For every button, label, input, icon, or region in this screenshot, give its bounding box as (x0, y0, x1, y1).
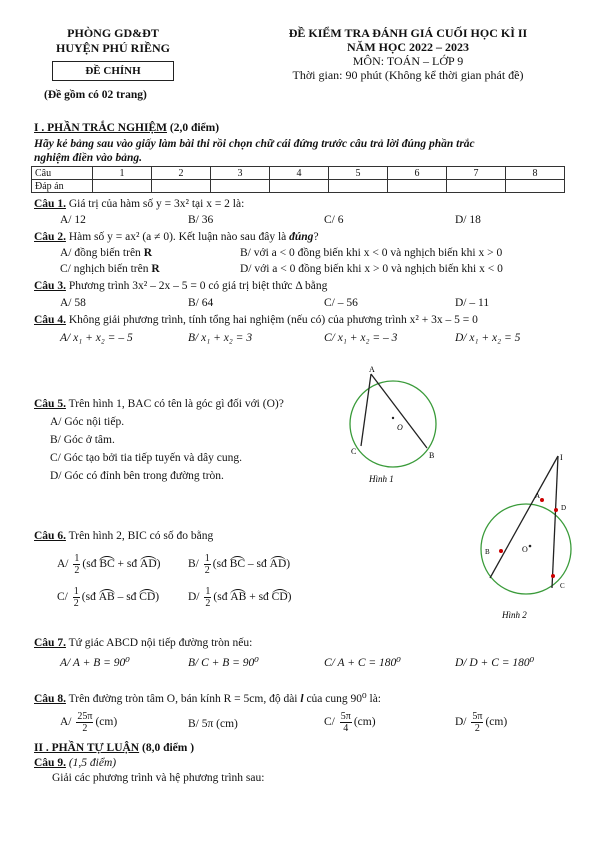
question-5 (34, 398, 284, 410)
table-cell: Câu (32, 167, 93, 180)
department-block (28, 26, 198, 56)
table-cell: 4 (270, 167, 329, 180)
numerator: 25π (77, 711, 93, 722)
table-cell (211, 180, 270, 193)
arc-AB: AB (98, 591, 115, 604)
q8-label: Câu 8. (34, 693, 66, 705)
label-A: A (535, 492, 541, 500)
paren: ) (156, 558, 161, 571)
q9-label: Câu 9. (34, 757, 66, 769)
q1-option-b: B/ 36 (188, 214, 214, 226)
fraction (73, 553, 80, 576)
q1-option-c: C/ 6 (324, 214, 344, 226)
pages-note: (Đề gồm có 02 trang) (44, 89, 147, 101)
q8-option-a (60, 711, 117, 734)
q5-option-b: B/ Góc ở tâm. (50, 434, 115, 446)
q4-option-c: C/ x₁ + x₂ = – 3 (324, 332, 398, 344)
exam-time: Thời gian: 90 phút (Không kể thời gian phát đề) (292, 68, 524, 82)
unit: (cm) (95, 716, 118, 729)
q8-option-d (455, 711, 507, 734)
denominator: 2 (82, 723, 88, 734)
table-cell: 3 (211, 167, 270, 180)
q6-option-a (57, 553, 161, 576)
part1-heading: I . PHẦN TRẮC NGHIỆM (34, 122, 168, 134)
q2-label: Câu 2. (34, 231, 66, 243)
denominator: 4 (343, 723, 349, 734)
q7-option-a: A/ A + B = 90⁰ (60, 657, 130, 669)
fraction (471, 711, 483, 734)
q2-c-set: R (151, 263, 160, 275)
paren: ) (287, 591, 292, 604)
numerator: 5π (340, 711, 351, 722)
part2-heading-line (34, 742, 194, 754)
question-1 (34, 198, 244, 210)
q2-option-d: D/ với a < 0 đồng biến khi x > 0 và nghịch biến khi x < 0 (240, 263, 503, 275)
q8-text-end: của cung 90⁰ là: (303, 693, 381, 705)
center-point (529, 545, 532, 548)
q1-text: Giá trị của hàm số y = 3x² tại x = 2 là: (68, 198, 245, 210)
table-cell: 2 (152, 167, 211, 180)
denominator: 2 (205, 598, 211, 609)
figure-1-circle (350, 381, 436, 467)
q7-text: Tứ giác ABCD nội tiếp đường tròn nếu: (68, 637, 253, 649)
arc-CD: CD (139, 591, 156, 604)
q6-b-label: B/ (188, 558, 199, 571)
fraction (73, 586, 80, 609)
denominator: 2 (204, 565, 210, 576)
q2-text-end: ? (313, 231, 319, 243)
part2-heading: II . PHẦN TỰ LUẬN (34, 742, 140, 754)
sd-symbol: sđ (126, 558, 138, 571)
question-8 (34, 691, 381, 705)
exam-subject: MÔN: TOÁN – LỚP 9 (352, 54, 464, 68)
instruction-line-1: Hãy kẻ bảng sau vào giấy làm bài thi rồi chọn chữ cái đứng trước câu trả lời đúng phần trắc (34, 138, 475, 150)
fraction (340, 711, 352, 734)
paren: ( (212, 558, 217, 571)
q6-option-b (188, 553, 290, 576)
table-cell: 7 (447, 167, 506, 180)
official-stamp: ĐỀ CHÍNH (52, 61, 174, 81)
operator: + (249, 591, 256, 604)
operator: + (117, 558, 125, 571)
arc-BC: BC (229, 558, 246, 571)
table-row (32, 180, 565, 193)
q3-option-c: C/ – 56 (324, 297, 358, 309)
q3-option-a: A/ 58 (60, 297, 86, 309)
question-6 (34, 530, 213, 542)
q1-option-d: D/ 18 (455, 214, 481, 226)
q2-text: Hàm số y = ax² (a ≠ 0). Kết luận nào sau đây là (68, 231, 290, 243)
q2-option-a (60, 247, 152, 259)
sd-symbol: sđ (126, 591, 137, 604)
line-IB (490, 456, 558, 578)
question-3 (34, 280, 327, 292)
q4-text: Không giải phương trình, tính tổng hai nghiệm (nếu có) của phương trình x² + 3x – 5 = 0 (68, 314, 478, 326)
table-row (32, 167, 565, 180)
question-9 (34, 757, 116, 769)
question-2 (34, 231, 319, 243)
q3-text: Phương trình 3x² – 2x – 5 = 0 có giá trị biệt thức Δ bằng (68, 280, 328, 292)
table-cell (506, 180, 565, 193)
q5-text: Trên hình 1, BAC có tên là góc gì đối với (O)? (68, 398, 284, 410)
q5-label: Câu 5. (34, 398, 66, 410)
q7-label: Câu 7. (34, 637, 66, 649)
numerator: 1 (73, 586, 79, 597)
q6-d-label: D/ (188, 591, 200, 604)
q6-label: Câu 6. (34, 530, 66, 542)
q2-option-c (60, 263, 160, 275)
q8-option-c (324, 711, 376, 734)
dept-line-2: HUYỆN PHÚ RIỀNG (55, 41, 170, 55)
segment-AC (361, 374, 371, 446)
q8-a-label: A/ (60, 716, 72, 729)
question-7 (34, 637, 252, 649)
q8-text: Trên đường tròn tâm O, bán kính R = 5cm, độ dài (68, 693, 301, 705)
arc-BC: BC (99, 558, 115, 571)
label-A: A (369, 365, 375, 374)
fraction (76, 711, 93, 734)
q2-c-text: C/ nghịch biến trên (60, 263, 152, 275)
q5-option-a: A/ Góc nội tiếp. (50, 416, 125, 428)
table-cell (447, 180, 506, 193)
q4-option-a: A/ x₁ + x₂ = – 5 (60, 332, 133, 344)
label-O: O (522, 545, 528, 554)
q2-a-text: A/ đồng biến trên (60, 247, 144, 259)
table-cell (93, 180, 152, 193)
center-point (392, 417, 394, 419)
paren: ( (81, 591, 86, 604)
q6-text: Trên hình 2, BIC có số đo bằng (68, 530, 214, 542)
q2-emphasis: đúng (289, 231, 314, 243)
part1-points: (2,0 điểm) (169, 122, 220, 134)
q8-d-label: D/ (455, 716, 467, 729)
paren: ) (286, 558, 291, 571)
point-C (551, 574, 555, 578)
table-cell: 5 (329, 167, 388, 180)
line-IC (552, 456, 558, 588)
numerator: 1 (204, 553, 210, 564)
q6-c-label: C/ (57, 591, 68, 604)
q8-length-symbol: l (300, 693, 304, 705)
q8-c-label: C/ (324, 716, 335, 729)
sd-symbol: sđ (216, 558, 227, 571)
numerator: 5π (472, 711, 483, 722)
q3-option-d: D/ – 11 (455, 297, 490, 309)
q7-option-c: C/ A + C = 180⁰ (324, 657, 401, 669)
figure-1-caption: Hình 1 (369, 474, 394, 484)
unit: (cm) (485, 716, 508, 729)
table-cell: 6 (388, 167, 447, 180)
q9-text: Giải các phương trình và hệ phương trình sau: (52, 772, 265, 784)
table-cell: 8 (506, 167, 565, 180)
arc-AD: AD (269, 558, 287, 571)
label-O: O (397, 423, 403, 432)
label-D: D (561, 504, 567, 512)
q6-a-label: A/ (57, 558, 69, 571)
arc-CD: CD (271, 591, 288, 604)
label-B: B (429, 451, 435, 460)
q2-option-b: B/ với a < 0 đồng biến khi x < 0 và nghịch biến khi x > 0 (240, 247, 503, 259)
point-A (540, 498, 544, 502)
q4-option-d: D/ x₁ + x₂ = 5 (455, 332, 521, 344)
arc-AD: AD (140, 558, 157, 571)
table-cell (329, 180, 388, 193)
dept-line-1: PHÒNG GD&ĐT (67, 26, 159, 40)
q6-option-d (188, 586, 292, 609)
part1-heading-line (34, 122, 219, 134)
q5-option-c: C/ Góc tạo bởi tia tiếp tuyến và dây cung. (50, 452, 242, 464)
q8-option-b: B/ 5π (cm) (188, 718, 238, 730)
figure-2-caption: Hình 2 (502, 610, 527, 620)
question-4 (34, 314, 478, 326)
numerator: 1 (74, 553, 80, 564)
part1-instruction (34, 137, 579, 165)
segment-AB (371, 374, 427, 448)
sd-symbol: sđ (217, 591, 228, 604)
sd-symbol: sđ (256, 558, 267, 571)
sd-symbol: sđ (86, 558, 97, 571)
table-cell (388, 180, 447, 193)
table-cell (152, 180, 211, 193)
q1-option-a: A/ 12 (60, 214, 86, 226)
numerator: 1 (205, 586, 211, 597)
q2-a-set: R (143, 247, 152, 259)
paren: ( (82, 558, 87, 571)
paren: ( (213, 591, 218, 604)
exam-title: ĐỀ KIỂM TRA ĐÁNH GIÁ CUỐI HỌC KÌ II (288, 26, 528, 40)
paren: ) (155, 591, 160, 604)
denominator: 2 (474, 723, 480, 734)
figure-2 (476, 448, 588, 626)
fraction (204, 553, 211, 576)
arc-AB: AB (230, 591, 247, 604)
label-C: C (351, 447, 357, 456)
figure-1 (345, 362, 445, 488)
q9-points: (1,5 điểm) (68, 757, 117, 769)
denominator: 2 (74, 565, 80, 576)
table-cell: Đáp án (32, 180, 93, 193)
denominator: 2 (73, 598, 79, 609)
q7-option-b: B/ C + B = 90⁰ (188, 657, 259, 669)
instruction-line-2: nghiệm điền vào bảng. (34, 152, 142, 164)
q1-label: Câu 1. (34, 198, 66, 210)
point-B (499, 549, 503, 553)
operator: – (117, 591, 124, 604)
label-C: C (560, 582, 565, 590)
q7-option-d: D/ D + C = 180⁰ (455, 657, 535, 669)
sd-symbol: sđ (258, 591, 269, 604)
sd-symbol: sđ (85, 591, 96, 604)
part2-points: (8,0 điểm ) (141, 742, 195, 754)
label-I: I (560, 453, 563, 462)
fraction (204, 586, 211, 609)
q4-label: Câu 4. (34, 314, 66, 326)
table-cell (270, 180, 329, 193)
q5-option-d: D/ Góc có đỉnh bên trong đường tròn. (50, 470, 224, 482)
exam-header (238, 26, 578, 82)
point-D (554, 508, 558, 512)
exam-year: NĂM HỌC 2022 – 2023 (347, 40, 469, 54)
operator: – (247, 558, 254, 571)
q3-option-b: B/ 64 (188, 297, 214, 309)
q4-option-b: B/ x₁ + x₂ = 3 (188, 332, 253, 344)
unit: (cm) (353, 716, 376, 729)
label-B: B (485, 548, 490, 556)
q3-label: Câu 3. (34, 280, 66, 292)
table-cell: 1 (93, 167, 152, 180)
answer-table (31, 166, 565, 193)
q6-option-c (57, 586, 159, 609)
